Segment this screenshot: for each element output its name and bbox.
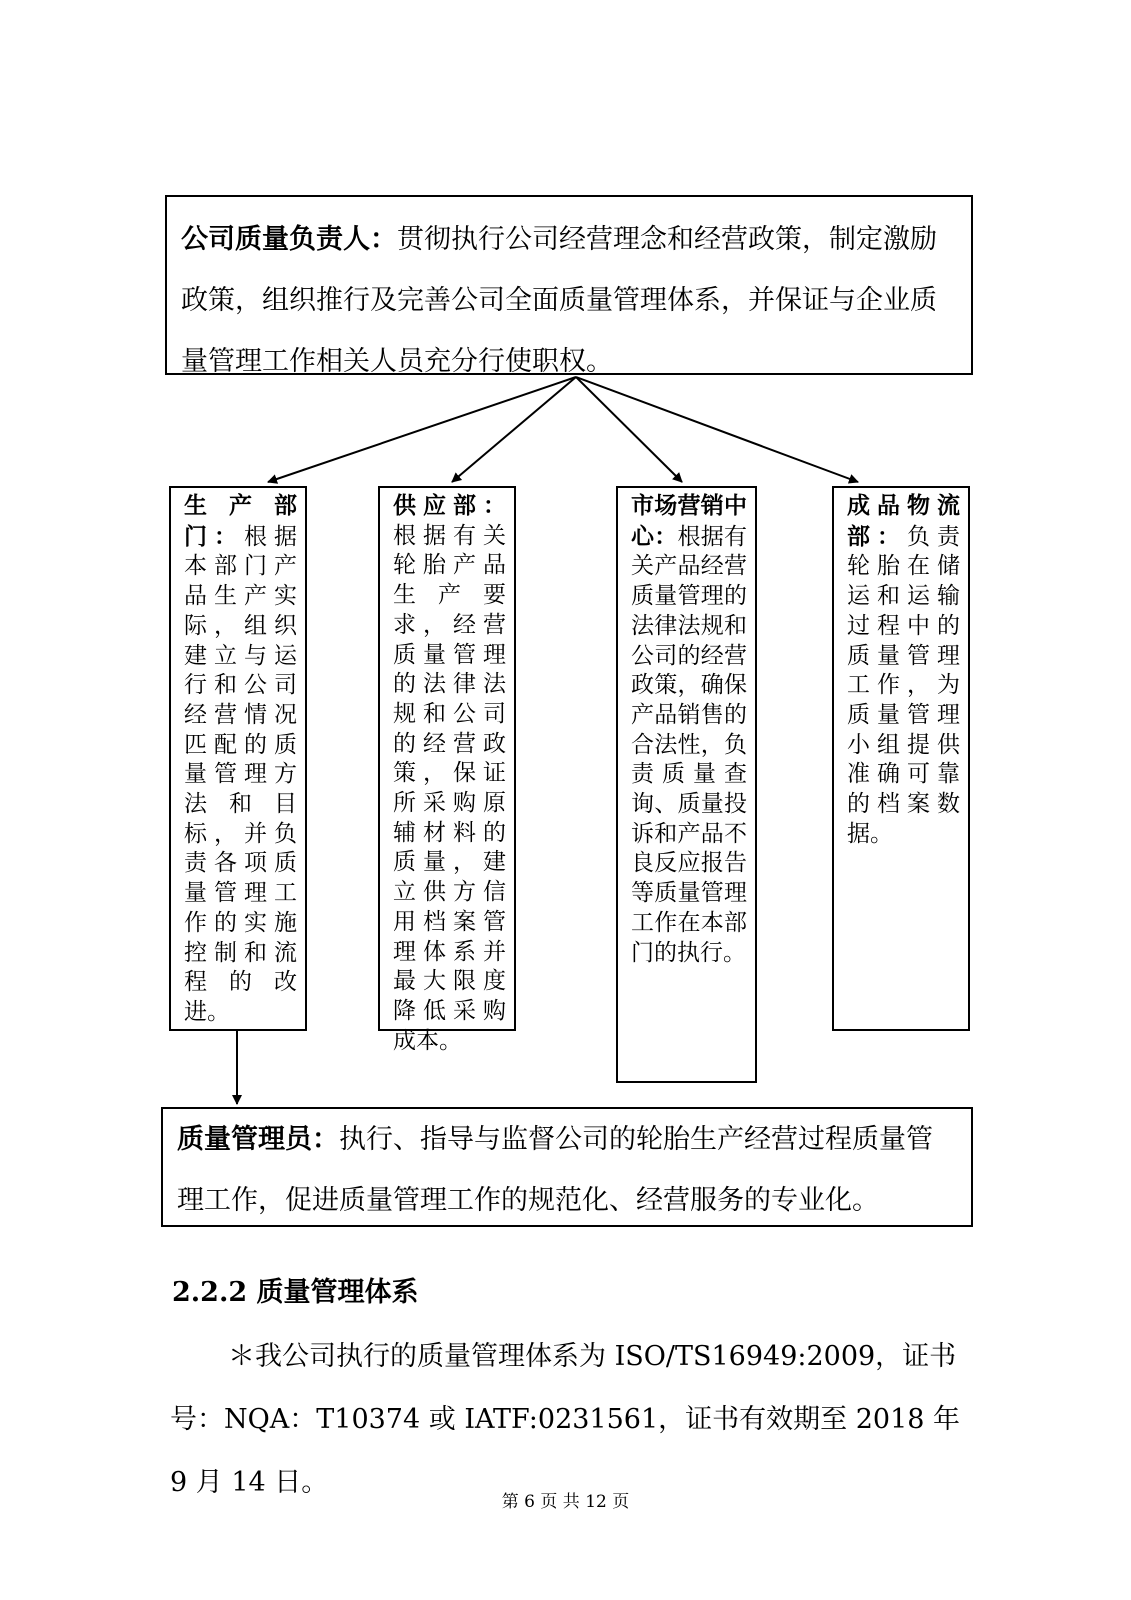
page-footer: 第 6 页 共 12 页 bbox=[501, 1492, 630, 1512]
arrow-to-marketing bbox=[576, 377, 682, 482]
dept-text: 根据有关轮胎产品生产要求，经营质量管理的法律法规和公司的经营政策，保证所采购原辅材料的质量，建立供方信用档案管理体系并最大限度降低采购成本。 bbox=[393, 522, 506, 1054]
paragraph-text: ＊我公司执行的质量管理体系为 ISO/TS16949:2009，证书号：NQA：T10374 或 IATF:0231561，证书有效期至 2018 年 9 月 14 日。 bbox=[170, 1341, 961, 1498]
dept-text: 根据有关产品经营质量管理的法律法规和公司的经营政策，确保产品销售的合法性，负责质量查询、质量投诉和产品不良反应报告等质量管理工作在本部门的执行。 bbox=[631, 523, 747, 966]
dept-title: 供应部： bbox=[393, 492, 506, 519]
quality-head-box bbox=[165, 195, 973, 375]
arrow-to-supply bbox=[452, 377, 576, 482]
dept-box-logistics bbox=[832, 486, 970, 1031]
dept-box-supply bbox=[378, 486, 516, 1054]
dept-box-marketing bbox=[616, 486, 757, 1083]
section-paragraph bbox=[170, 1325, 965, 1514]
dept-title: 成品物流部： bbox=[847, 492, 960, 550]
arrow-to-production bbox=[268, 377, 576, 482]
dept-box-production bbox=[169, 486, 307, 1031]
quality-inspector-text: 执行、指导与监督公司的轮胎生产经营过程质量管理工作，促进质量管理工作的规范化、经营服务的专业化。 bbox=[177, 1124, 933, 1216]
quality-head-text: 贯彻执行公司经营理念和经营政策，制定激励政策，组织推行及完善公司全面质量管理体系，并保证与企业质量管理工作相关人员充分行使职权。 bbox=[181, 224, 937, 377]
dept-title: 生产部门： bbox=[184, 492, 297, 550]
quality-inspector-title: 质量管理员： bbox=[177, 1124, 339, 1155]
dept-text: 负责轮胎在储运和运输过程中的质量管理工作，为质量管理小组提供准确可靠的档案数据。 bbox=[847, 523, 960, 847]
dept-text: 根据本部门产品生产实际，组织建立与运行和公司经营情况匹配的质量管理方法和目标，并负责各项质量管理工作的实施控制和流程的改进。 bbox=[184, 523, 297, 1025]
dept-title: 市场营销中心： bbox=[631, 492, 747, 550]
section-heading: 2.2.2 质量管理体系 bbox=[172, 1277, 419, 1308]
quality-inspector-box bbox=[161, 1107, 973, 1227]
quality-head-title: 公司质量负责人： bbox=[181, 224, 397, 255]
arrow-to-logistics bbox=[576, 377, 858, 482]
